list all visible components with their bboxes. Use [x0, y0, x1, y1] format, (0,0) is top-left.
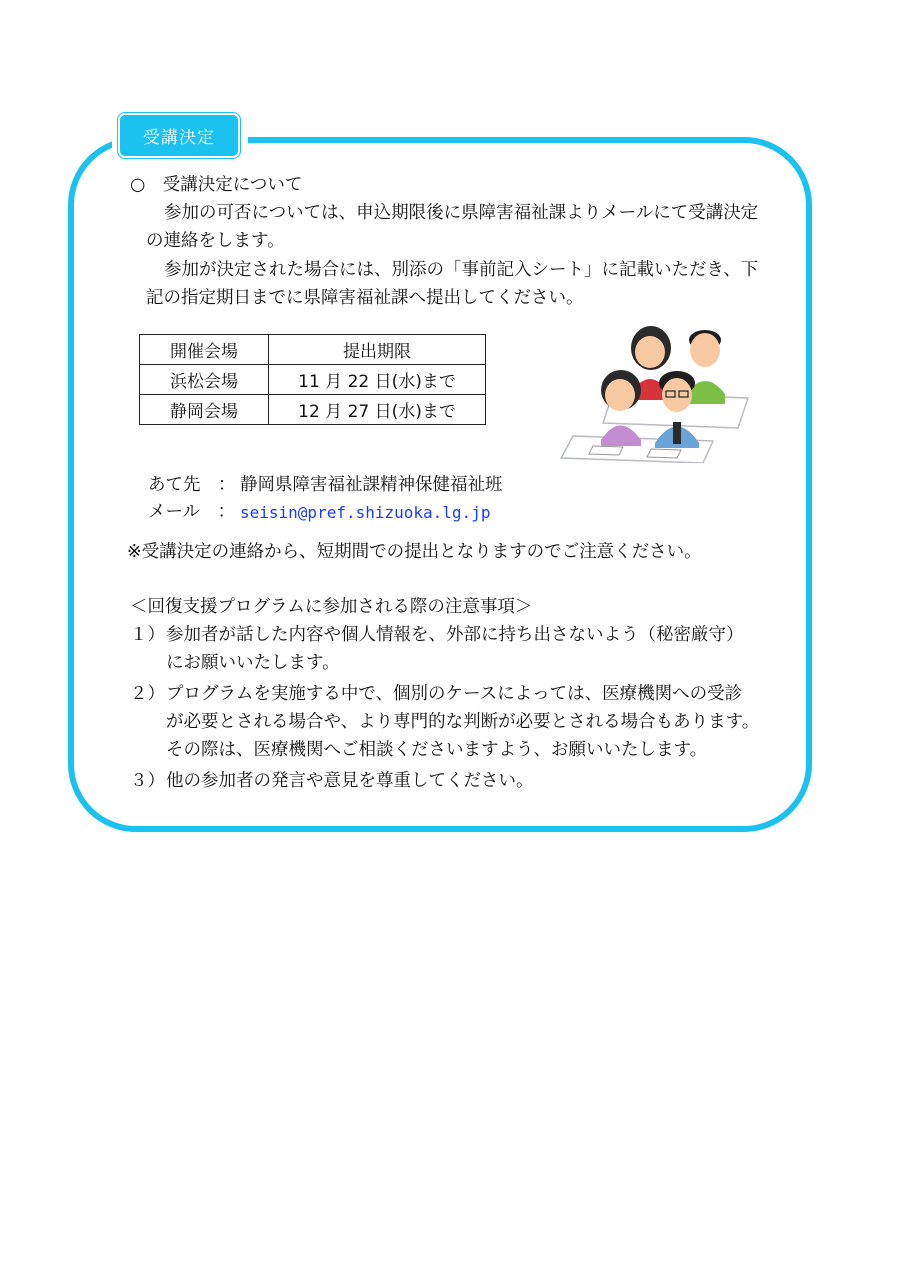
notice-text: ※受講決定の連絡から、短期間での提出となりますのでご注意ください。	[127, 542, 702, 562]
caution-1-line2: にお願いいたします。	[166, 653, 340, 673]
paragraph1-line1: 参加の可否については、申込期限後に県障害福祉課よりメールにて受講決定	[164, 203, 759, 223]
section-tag	[118, 113, 240, 158]
table-header-row	[140, 335, 486, 365]
caution-1-number: １）	[130, 625, 165, 645]
cautions-title: ＜回復支援プログラムに参加される際の注意事項＞	[130, 597, 533, 617]
deadline-cell: 11 月 22 日(水)まで	[269, 365, 486, 395]
section-tag-label: 受講決定	[143, 128, 215, 148]
contact-email-link[interactable]: seisin@pref.shizuoka.lg.jp	[240, 503, 491, 522]
table-row	[140, 365, 486, 395]
caution-2-number: ２）	[130, 684, 165, 704]
caution-3-number: ３）	[130, 771, 165, 791]
contact-to-label: あて先 ：	[148, 475, 236, 495]
caution-2-line3: その際は、医療機関へご相談くださいますよう、お願いいたします。	[166, 740, 708, 760]
caution-1-line1: 参加者が話した内容や個人情報を、外部に持ち出さないよう（秘密厳守）	[166, 625, 744, 645]
students-at-desks-illustration	[553, 318, 753, 463]
table-row	[140, 395, 486, 425]
header-deadline: 提出期限	[269, 335, 486, 365]
venue-cell: 浜松会場	[140, 365, 269, 395]
section-heading: ○ 受講決定について	[130, 175, 303, 195]
header-venue: 開催会場	[140, 335, 269, 365]
contact-mail-label: メール ：	[148, 502, 236, 522]
venue-cell: 静岡会場	[140, 395, 269, 425]
paragraph2-line1: 参加が決定された場合には、別添の「事前記入シート」に記載いただき、下	[164, 260, 759, 280]
paragraph1-line2: の連絡をします。	[146, 231, 285, 251]
deadline-table	[139, 334, 486, 425]
caution-2-line1: プログラムを実施する中で、個別のケースによっては、医療機関への受診	[166, 684, 743, 704]
caution-3-line1: 他の参加者の発言や意見を尊重してください。	[166, 771, 534, 791]
deadline-cell: 12 月 27 日(水)まで	[269, 395, 486, 425]
caution-2-line2: が必要とされる場合や、より専門的な判断が必要とされる場合もあります。	[166, 712, 760, 732]
contact-to-value: 静岡県障害福祉課精神保健福祉班	[240, 475, 503, 495]
paragraph2-line2: 記の指定期日までに県障害福祉課へ提出してください。	[146, 288, 584, 308]
